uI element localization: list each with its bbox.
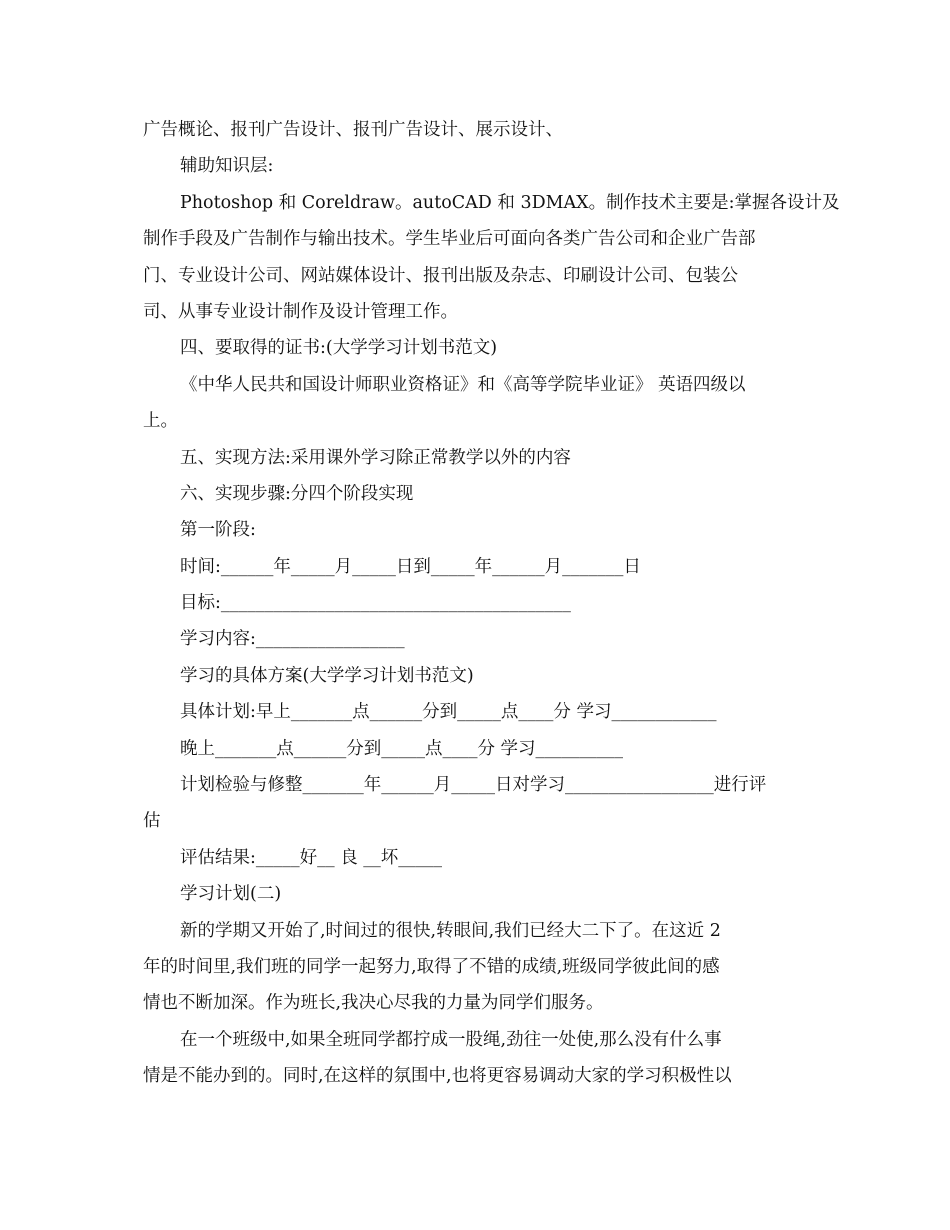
text-line: 《中华人民共和国设计师职业资格证》和《高等学院毕业证》 英语四级以 xyxy=(180,374,746,395)
form-line: 计划检验与修整_______年______月_____日对学习_________________进行评 xyxy=(180,775,767,796)
text-line: 学习的具体方案(大学学习计划书范文) xyxy=(180,665,474,686)
text-line: 新的学期又开始了,时间过的很快,转眼间,我们已经大二下了。在这近 2 xyxy=(180,920,721,941)
form-line: 时间:______年_____月_____日到_____年______月_______日 xyxy=(180,556,641,577)
text-line: 门、专业设计公司、网站媒体设计、报刊出版及杂志、印刷设计公司、包装公 xyxy=(143,265,738,286)
text-line: 第一阶段: xyxy=(180,520,256,541)
form-line: 学习内容:_________________ xyxy=(180,629,405,650)
text-line: 估 xyxy=(143,811,161,832)
text-line: 情是不能办到的。同时,在这样的氛围中,也将更容易调动大家的学习积极性以 xyxy=(143,1066,732,1087)
section-heading: 六、实现步骤:分四个阶段实现 xyxy=(180,483,414,504)
text-line: 在一个班级中,如果全班同学都拧成一股绳,劲往一处使,那么没有什么事 xyxy=(180,1029,722,1050)
form-line: 目标:________________________________________ xyxy=(180,593,571,614)
text-line: 年的时间里,我们班的同学一起努力,取得了不错的成绩,班级同学彼此间的感 xyxy=(143,956,720,977)
form-line: 晚上_______点______分到_____点____分 学习__________ xyxy=(180,738,624,759)
section-heading: 学习计划(二) xyxy=(180,884,282,905)
text-line: 上。 xyxy=(143,411,178,432)
form-line: 具体计划:早上_______点______分到_____点____分 学习____________ xyxy=(180,702,717,723)
text-line: 情也不断加深。作为班长,我决心尽我的力量为同学们服务。 xyxy=(143,993,604,1014)
text-line: 辅助知识层: xyxy=(180,156,274,177)
section-heading: 四、要取得的证书:(大学学习计划书范文) xyxy=(180,338,498,359)
text-line: 司、从事专业设计制作及设计管理工作。 xyxy=(143,301,458,322)
text-line: 制作手段及广告制作与输出技术。学生毕业后可面向各类广告公司和企业广告部 xyxy=(143,229,756,250)
text-line: 广告概论、报刊广告设计、报刊广告设计、展示设计、 xyxy=(143,120,563,140)
text-line: Photoshop 和 Coreldraw。autoCAD 和 3DMAX。制作技术主要是:掌握各设计及 xyxy=(180,192,840,213)
document-body xyxy=(143,112,840,1095)
form-line: 评估结果:_____好__ 良 __坏_____ xyxy=(180,847,443,868)
section-heading: 五、实现方法:采用课外学习除正常教学以外的内容 xyxy=(180,447,571,468)
